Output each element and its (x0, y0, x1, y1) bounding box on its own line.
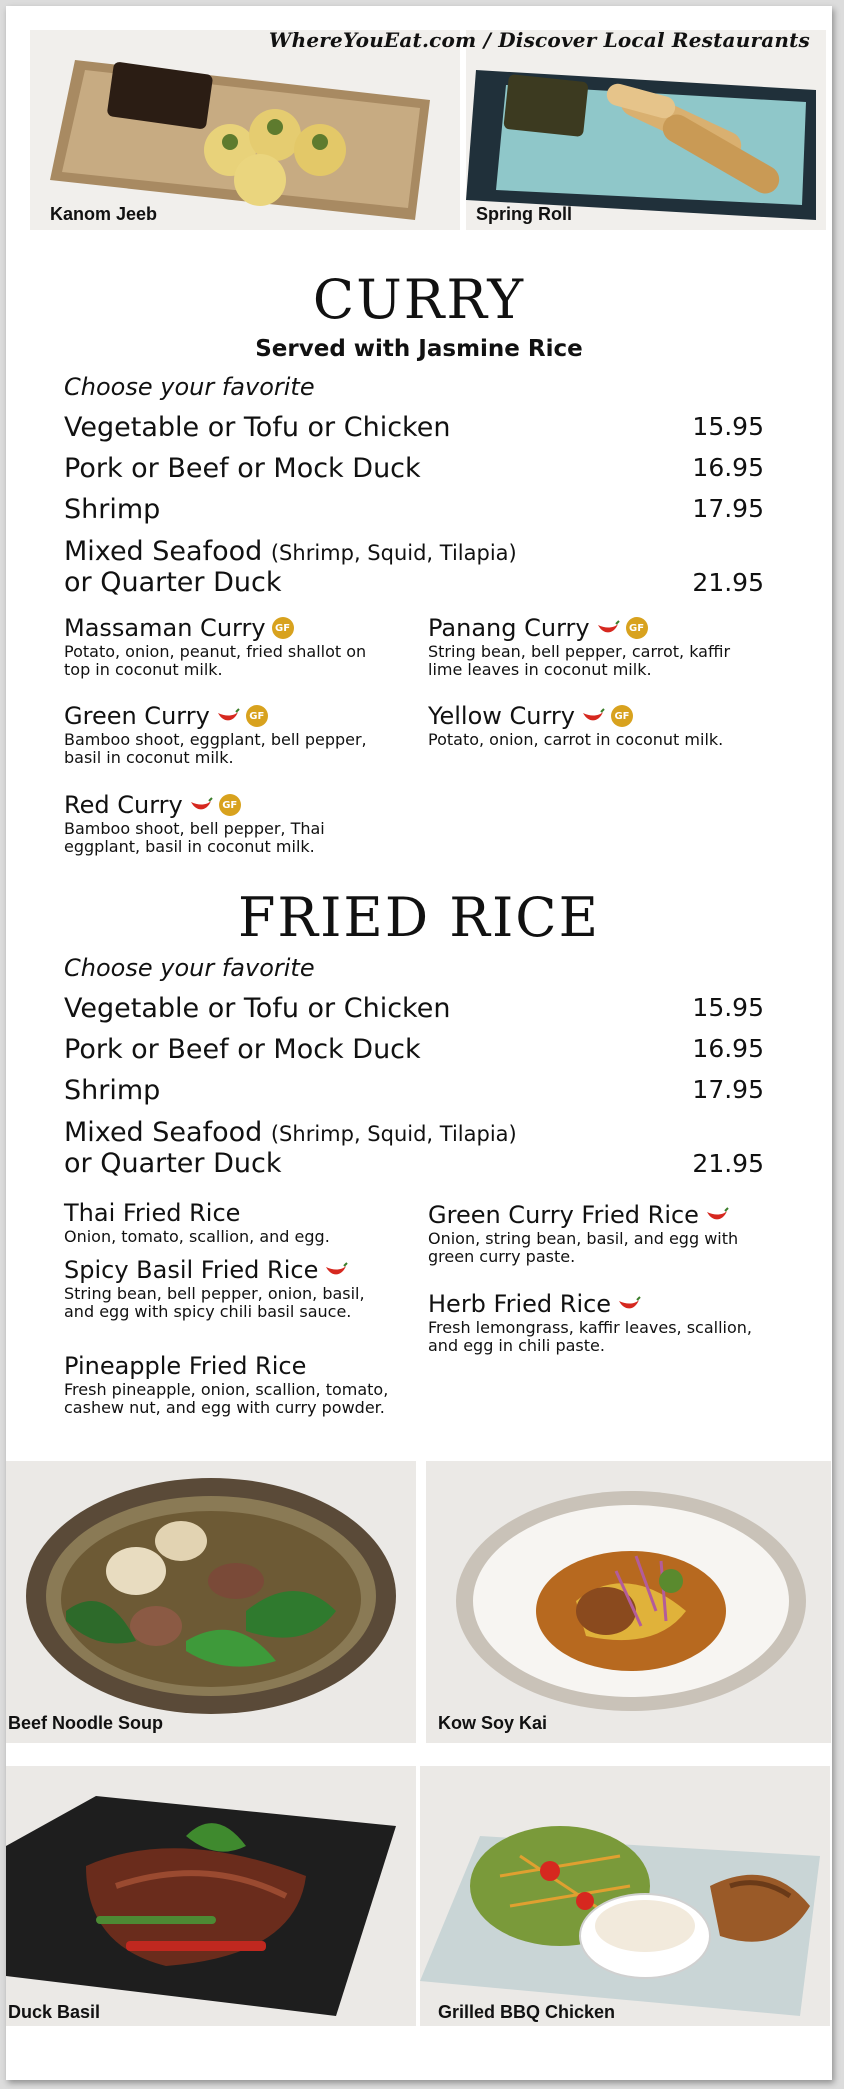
duck-basil-caption: Duck Basil (8, 2002, 101, 2022)
dish-thai-fried-rice (64, 1199, 394, 1246)
option-price: 16.95 (692, 453, 764, 482)
dish-red-curry (64, 791, 394, 856)
option-price: 16.95 (692, 1034, 764, 1063)
curry-option-row (64, 536, 764, 598)
dish-description: Potato, onion, carrot in coconut milk. (428, 730, 724, 749)
dish-green-curry-fried-rice (428, 1201, 788, 1266)
spring-roll-caption: Spring Roll (476, 204, 572, 224)
dish-green-curry (64, 702, 394, 767)
kow-soy-kai-photo (426, 1461, 831, 1743)
option-note: (Shrimp, Squid, Tilapia) (270, 1122, 517, 1146)
option-label-2: or Quarter Duck (64, 567, 282, 598)
dish-description: Fresh pineapple, onion, scallion, tomato, cashew nut, and egg with curry powder. (64, 1380, 389, 1417)
option-label: Vegetable or Tofu or Chicken (64, 993, 451, 1024)
dish-description: String bean, bell pepper, onion, basil, and egg with spicy chili basil sauce. (64, 1284, 365, 1321)
option-note: (Shrimp, Squid, Tilapia) (270, 541, 517, 565)
dish-description: Fresh lemongrass, kaffir leaves, scallion, and egg in chili paste. (428, 1318, 752, 1355)
dish-yellow-curry (428, 702, 758, 749)
gluten-free-icon: GF (246, 705, 268, 727)
dish-name: Green Curry (64, 702, 210, 730)
option-label: Vegetable or Tofu or Chicken (64, 412, 451, 443)
dish-herb-fried-rice (428, 1290, 758, 1355)
gluten-free-icon: GF (626, 617, 648, 639)
chili-pepper-icon (581, 708, 605, 724)
dish-name: Yellow Curry (428, 702, 575, 730)
menu-page (6, 6, 832, 2080)
curry-option-row (64, 453, 764, 484)
dish-name: Red Curry (64, 791, 183, 819)
option-price: 21.95 (692, 568, 764, 597)
gluten-free-icon: GF (611, 705, 633, 727)
kow-soy-kai-caption: Kow Soy Kai (438, 1713, 548, 1733)
dish-description: String bean, bell pepper, carrot, kaffir lime leaves in coconut milk. (428, 642, 731, 679)
fried-rice-option-row (64, 993, 764, 1024)
chili-pepper-icon (617, 1296, 641, 1312)
watermark: WhereYouEat.com / Discover Local Restaurants (268, 28, 810, 52)
option-label: Pork or Beef or Mock Duck (64, 453, 421, 484)
chili-pepper-icon (324, 1262, 348, 1278)
dish-description: Onion, string bean, basil, and egg with green curry paste. (428, 1229, 739, 1266)
fried-rice-option-row (64, 1075, 764, 1106)
dish-spicy-basil-fried-rice (64, 1256, 394, 1321)
dish-name: Panang Curry (428, 614, 590, 642)
option-label: Mixed Seafood (64, 536, 263, 567)
option-label: Mixed Seafood (64, 1117, 263, 1148)
chili-pepper-icon (189, 797, 213, 813)
option-price: 21.95 (692, 1149, 764, 1178)
dish-name: Green Curry Fried Rice (428, 1201, 699, 1229)
curry-subtitle: Served with Jasmine Rice (255, 336, 583, 362)
curry-title: CURRY (312, 268, 526, 331)
dish-name: Herb Fried Rice (428, 1290, 612, 1318)
option-label: Shrimp (64, 494, 161, 525)
option-price: 15.95 (692, 412, 764, 441)
option-label: Shrimp (64, 1075, 161, 1106)
beef-noodle-soup-photo (6, 1461, 416, 1743)
option-label-2: or Quarter Duck (64, 1148, 282, 1179)
option-price: 15.95 (692, 993, 764, 1022)
curry-choose-label: Choose your favorite (64, 373, 315, 401)
curry-option-row (64, 412, 764, 443)
option-label: Pork or Beef or Mock Duck (64, 1034, 421, 1065)
curry-option-row (64, 494, 764, 525)
dish-name: Massaman Curry (64, 614, 266, 642)
option-price: 17.95 (692, 1075, 764, 1104)
kanom-jeeb-caption: Kanom Jeeb (50, 204, 158, 224)
dish-description: Potato, onion, peanut, fried shallot on top in coconut milk. (64, 642, 367, 679)
dish-description: Bamboo shoot, bell pepper, Thai eggplant, basil in coconut milk. (64, 819, 325, 856)
dish-panang-curry (428, 614, 758, 679)
chili-pepper-icon (596, 620, 620, 636)
gluten-free-icon: GF (272, 617, 294, 639)
dish-name: Pineapple Fried Rice (64, 1352, 307, 1380)
gluten-free-icon: GF (219, 794, 241, 816)
dish-description: Onion, tomato, scallion, and egg. (64, 1227, 330, 1246)
fried-rice-option-row (64, 1034, 764, 1065)
dish-name: Thai Fried Rice (64, 1199, 241, 1227)
dish-massaman-curry (64, 614, 394, 679)
grilled-bbq-chicken-photo (420, 1766, 830, 2026)
beef-noodle-soup-caption: Beef Noodle Soup (8, 1713, 164, 1733)
chili-pepper-icon (705, 1207, 729, 1223)
dish-name: Spicy Basil Fried Rice (64, 1256, 319, 1284)
spring-roll-photo (466, 30, 826, 230)
grilled-bbq-chicken-caption: Grilled BBQ Chicken (438, 2002, 616, 2022)
fried-rice-option-row (64, 1117, 764, 1179)
fried-rice-choose-label: Choose your favorite (64, 954, 315, 982)
option-price: 17.95 (692, 494, 764, 523)
duck-basil-photo (6, 1766, 416, 2026)
dish-description: Bamboo shoot, eggplant, bell pepper, basil in coconut milk. (64, 730, 367, 767)
chili-pepper-icon (216, 708, 240, 724)
fried-rice-title: FRIED RICE (237, 886, 601, 949)
dish-pineapple-fried-rice (64, 1352, 394, 1417)
kanom-jeeb-photo (30, 30, 460, 230)
